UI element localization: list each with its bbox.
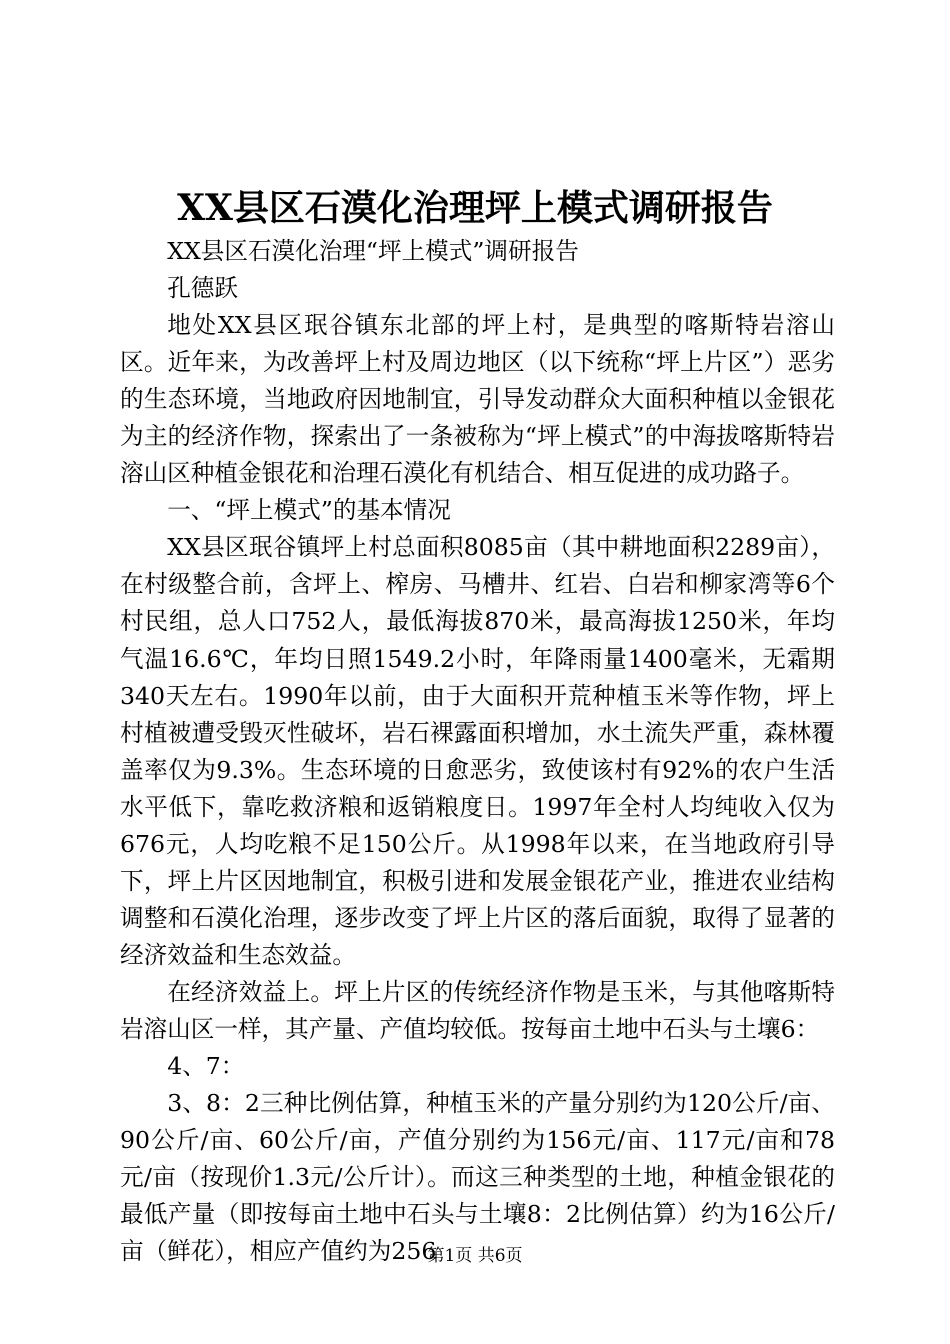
report-author: 孔德跃 xyxy=(167,274,238,303)
report-subtitle: XX县区石漠化治理“坪上模式”调研报告 xyxy=(167,237,579,265)
body-paragraph: 在经济效益上。坪上片区的传统经济作物是玉米，与其他喀斯特岩溶山区一样，其产量、产值均较低。按每亩土地中石头与土壤6： xyxy=(120,977,835,1043)
body-paragraph: 3、8：2三种比例估算，种植玉米的产量分别约为120公斤/亩、90公斤/亩、60公斤/亩，产值分别约为156元/亩、117元/亩和78元/亩（按现价1.3元/公斤计）。而这三种类型的土地，种植金银花的最低产量（即按每亩土地中石头与土壤8：2比例估算）约为16公斤/亩（鲜花），相应产值约为256 xyxy=(120,1089,835,1266)
document-title: XX县区石漠化治理坪上模式调研报告 xyxy=(177,187,773,229)
body-paragraph: 地处XX县区珉谷镇东北部的坪上村，是典型的喀斯特岩溶山区。近年来，为改善坪上村及周边地区（以下统称“坪上片区”）恶劣的生态环境，当地政府因地制宜，引导发动群众大面积种植以金银花为主的经济作物，探索出了一条被称为“坪上模式”的中海拔喀斯特岩溶山区种植金银花和治理石漠化有机结合、相互促进的成功路子。 xyxy=(120,311,835,488)
body-paragraph: XX县区珉谷镇坪上村总面积8085亩（其中耕地面积2289亩），在村级整合前，含坪上、榨房、马槽井、红岩、白岩和柳家湾等6个村民组，总人口752人，最低海拔870米，最高海拔1250米，年均气温16.6℃，年均日照1549.2小时，年降雨量1400毫米，无霜期340天左右。1990年以前，由于大面积开荒种植玉米等作物，坪上村植被遭受毁灭性破坏，岩石裸露面积增加，水土流失严重，森林覆盖率仅为9.3%。生态环境的日愈恶劣，致使该村有92%的农户生活水平低下，靠吃救济粮和返销粮度日。1997年全村人均纯收入仅为676元，人均吃粮不足150公斤。从1998年以来，在当地政府引导下，坪上片区因地制宜，积极引进和发展金银花产业，推进农业结构调整和石漠化治理，逐步改变了坪上片区的落后面貌，取得了显著的经济效益和生态效益。 xyxy=(120,533,835,969)
section-heading: 一、“坪上模式”的基本情况 xyxy=(167,496,451,525)
page-indicator: 第1页 共6页 xyxy=(427,1246,523,1266)
body-paragraph: 4、7： xyxy=(167,1052,245,1081)
document-body xyxy=(120,233,835,1270)
